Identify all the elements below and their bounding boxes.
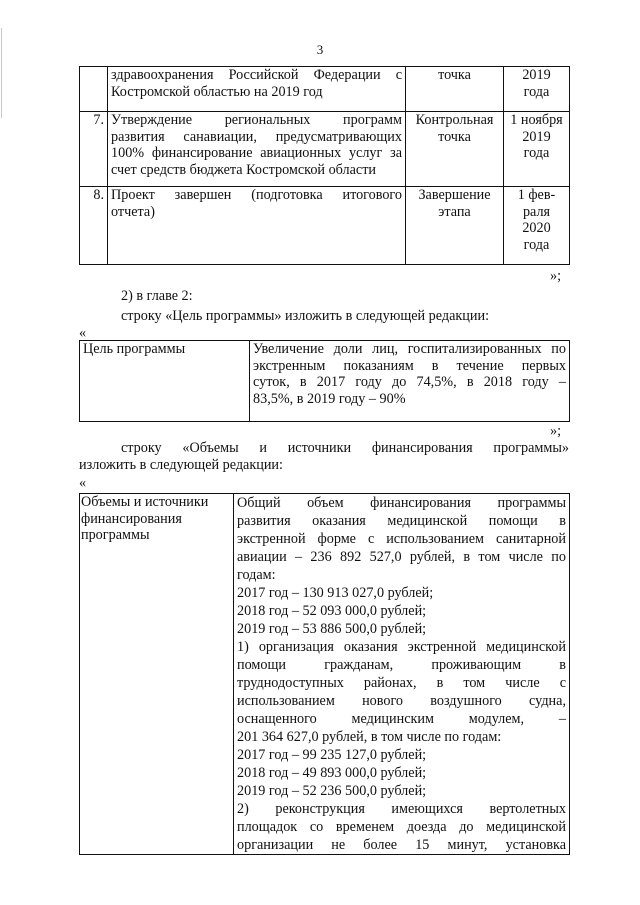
funding-value [234, 494, 570, 855]
funding-value-line: помощи гражданам, проживающим в [237, 657, 566, 673]
row-text-line: 100% финансирование авиационных услуг за [111, 145, 402, 161]
volume-intro-paragraph: строку «Объемы и источники финансирования программы» [121, 440, 569, 456]
table-row [80, 341, 570, 422]
row-date-line: 1 ноября [510, 112, 563, 128]
funding-value-line: Общий объем финансирования программы [237, 495, 566, 511]
row-date-line: года [523, 236, 550, 253]
funding-value-line: 2019 год – 53 886 500,0 рублей; [237, 621, 427, 637]
row-number: 8. [80, 187, 108, 265]
funding-label-line: программы [81, 527, 150, 543]
row-text-line: развития санавиации, предусматривающих [111, 128, 402, 145]
row-number [80, 67, 108, 112]
goal-value-line: 83,5%, в 2019 году – 90% [253, 390, 406, 407]
row-text-line: Утверждение региональных программ [111, 112, 402, 128]
funding-table [79, 493, 570, 855]
funding-value-line: экстренной форме с использованием санитарной [237, 531, 566, 547]
funding-value-line: 1) организация оказания экстренной медицинской [237, 639, 566, 655]
funding-value-line: 2017 год – 99 235 127,0 рублей; [237, 747, 427, 763]
funding-value-line: 2018 год – 49 893 000,0 рублей; [237, 765, 427, 781]
row-text-line: Проект завершен (подготовка итогового [111, 187, 402, 203]
goal-label: Цель программы [80, 341, 250, 422]
funding-value-line: труднодоступных районах, в том числе с [237, 675, 566, 691]
row-date-line: 2019 [522, 128, 551, 145]
goal-value-line: Увеличение доли лиц, госпитализированных по [253, 341, 566, 357]
funding-label-line: финансирования [81, 510, 182, 527]
row-type-line: Завершение [418, 187, 491, 203]
funding-value-line: организации не более 15 минут, установка [237, 837, 566, 853]
goal-value [250, 341, 570, 422]
row-date-line: раля [522, 203, 551, 220]
row-type-line: этапа [438, 203, 471, 220]
funding-value-line: 2017 год – 130 913 027,0 рублей; [237, 585, 434, 601]
row-date-line: года [523, 145, 550, 161]
goal-table [79, 340, 570, 422]
volume-intro-paragraph-continued: изложить в следующей редакции: [79, 457, 283, 473]
row-number: 7. [80, 112, 108, 187]
open-quote: « [79, 325, 87, 341]
funding-value-line: оснащенного медицинским модулем, – [237, 711, 566, 727]
row-text-line: отчета) [111, 203, 155, 220]
table-row [80, 112, 570, 187]
page-number: 3 [316, 42, 324, 57]
table-row [80, 187, 570, 265]
row-date-line: 2020 [522, 220, 551, 236]
closing-mark: »; [550, 268, 562, 284]
row-date-line: года [523, 83, 550, 100]
funding-value-line: развития оказания медицинской помощи в [237, 513, 566, 529]
table-row [80, 67, 570, 112]
row-text-line: здравоохранения Российской Федерации с [111, 67, 402, 83]
row-date-line: 2019 [522, 67, 551, 83]
row-text-line: счет средств бюджета Костромской области [111, 161, 376, 178]
row-type-line: точка [438, 128, 471, 145]
closing-mark: »; [550, 423, 562, 439]
goal-value-line: суток, в 2017 году до 74,5%, в 2018 году – [253, 374, 566, 390]
row-text [108, 67, 406, 112]
funding-value-line: использованием нового воздушного судна, [237, 693, 566, 709]
funding-value-line: 2) реконструкция имеющихся вертолетных [237, 801, 566, 817]
chapter-paragraph: 2) в главе 2: [121, 288, 193, 304]
row-type [406, 112, 504, 187]
plan-table [79, 66, 570, 265]
row-type [406, 67, 504, 112]
row-type [406, 187, 504, 265]
row-date [504, 187, 570, 265]
funding-value-line: площадок со временем доезда до медицинской [237, 819, 566, 835]
funding-value-line: 2019 год – 52 236 500,0 рублей; [237, 783, 427, 799]
funding-value-line: авиации – 236 892 527,0 рублей, в том числе по [237, 549, 566, 565]
row-date-line: 1 фев- [517, 187, 556, 203]
funding-value-line: годам: [237, 567, 276, 583]
row-date [504, 112, 570, 187]
row-text [108, 187, 406, 265]
funding-label-line: Объемы и источники [81, 494, 209, 510]
row-date [504, 67, 570, 112]
row-type-line: точка [438, 67, 471, 83]
funding-value-line: 201 364 627,0 рублей, в том числе по годам: [237, 729, 502, 745]
open-quote: « [79, 475, 87, 491]
goal-value-line: экстренным показаниям в течение первых [253, 357, 566, 374]
row-text [108, 112, 406, 187]
row-text-line: Костромской областью на 2019 год [111, 83, 323, 100]
row-type-line: Контрольная [415, 112, 494, 128]
goal-intro-paragraph: строку «Цель программы» изложить в следующей редакции: [121, 308, 490, 324]
funding-label [80, 494, 234, 855]
table-row [80, 494, 570, 855]
funding-value-line: 2018 год – 52 093 000,0 рублей; [237, 603, 427, 619]
